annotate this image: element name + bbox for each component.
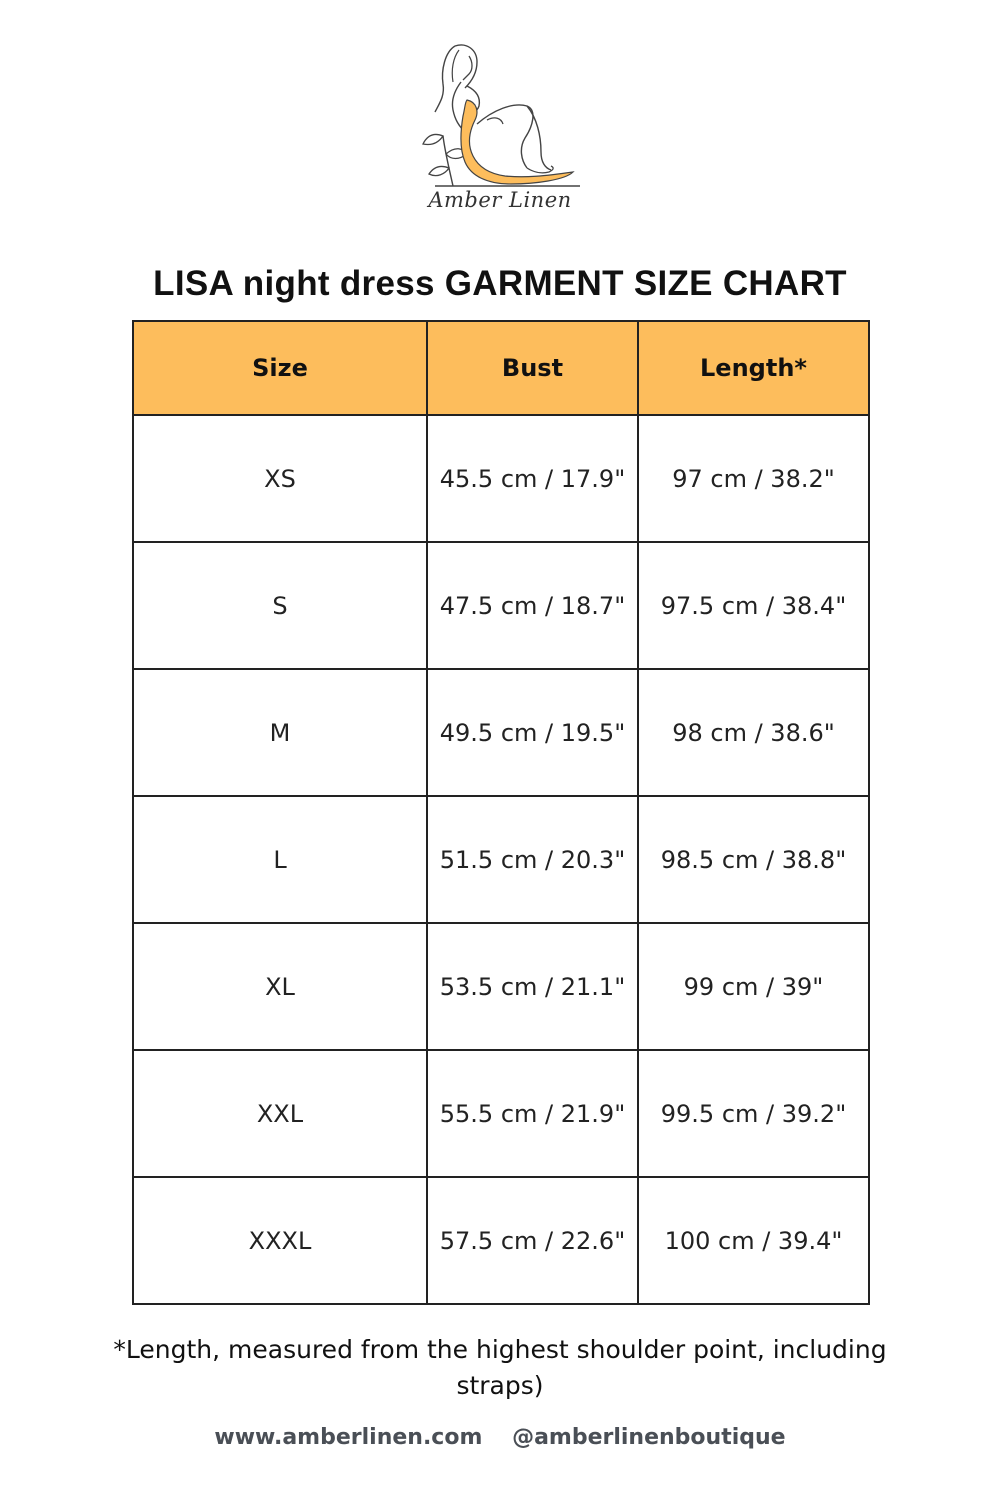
bust-cell: 55.5 cm / 21.9" bbox=[427, 1050, 638, 1177]
size-cell: S bbox=[133, 542, 427, 669]
table-row bbox=[133, 1050, 869, 1177]
size-cell: XL bbox=[133, 923, 427, 1050]
bust-cell: 57.5 cm / 22.6" bbox=[427, 1177, 638, 1304]
size-cell: XXXL bbox=[133, 1177, 427, 1304]
table-row bbox=[133, 415, 869, 542]
bust-cell: 53.5 cm / 21.1" bbox=[427, 923, 638, 1050]
bust-cell: 45.5 cm / 17.9" bbox=[427, 415, 638, 542]
size-cell: L bbox=[133, 796, 427, 923]
page-title: LISA night dress GARMENT SIZE CHART bbox=[153, 264, 847, 303]
column-header-size: Size bbox=[133, 321, 427, 415]
column-header-bust: Bust bbox=[427, 321, 638, 415]
bust-cell: 51.5 cm / 20.3" bbox=[427, 796, 638, 923]
brand-logo bbox=[415, 40, 585, 225]
table-row bbox=[133, 669, 869, 796]
website-link[interactable]: www.amberlinen.com bbox=[214, 1425, 483, 1450]
woman-in-dress-icon bbox=[415, 40, 585, 190]
size-cell: M bbox=[133, 669, 427, 796]
table-row bbox=[133, 796, 869, 923]
length-cell: 97.5 cm / 38.4" bbox=[638, 542, 869, 669]
table-row bbox=[133, 923, 869, 1050]
table-header-row bbox=[133, 321, 869, 415]
table-row bbox=[133, 1177, 869, 1304]
brand-name: Amber Linen bbox=[428, 188, 572, 212]
length-cell: 98.5 cm / 38.8" bbox=[638, 796, 869, 923]
length-cell: 100 cm / 39.4" bbox=[638, 1177, 869, 1304]
footer bbox=[0, 1425, 1000, 1450]
social-handle[interactable]: @amberlinenboutique bbox=[512, 1425, 786, 1450]
column-header-length: Length* bbox=[638, 321, 869, 415]
length-cell: 99.5 cm / 39.2" bbox=[638, 1050, 869, 1177]
length-cell: 99 cm / 39" bbox=[638, 923, 869, 1050]
size-cell: XXL bbox=[133, 1050, 427, 1177]
bust-cell: 47.5 cm / 18.7" bbox=[427, 542, 638, 669]
bust-cell: 49.5 cm / 19.5" bbox=[427, 669, 638, 796]
length-cell: 97 cm / 38.2" bbox=[638, 415, 869, 542]
length-cell: 98 cm / 38.6" bbox=[638, 669, 869, 796]
length-footnote: *Length, measured from the highest shoulder point, including straps) bbox=[113, 1335, 887, 1400]
size-cell: XS bbox=[133, 415, 427, 542]
table-row bbox=[133, 542, 869, 669]
size-chart-table bbox=[132, 320, 870, 1305]
